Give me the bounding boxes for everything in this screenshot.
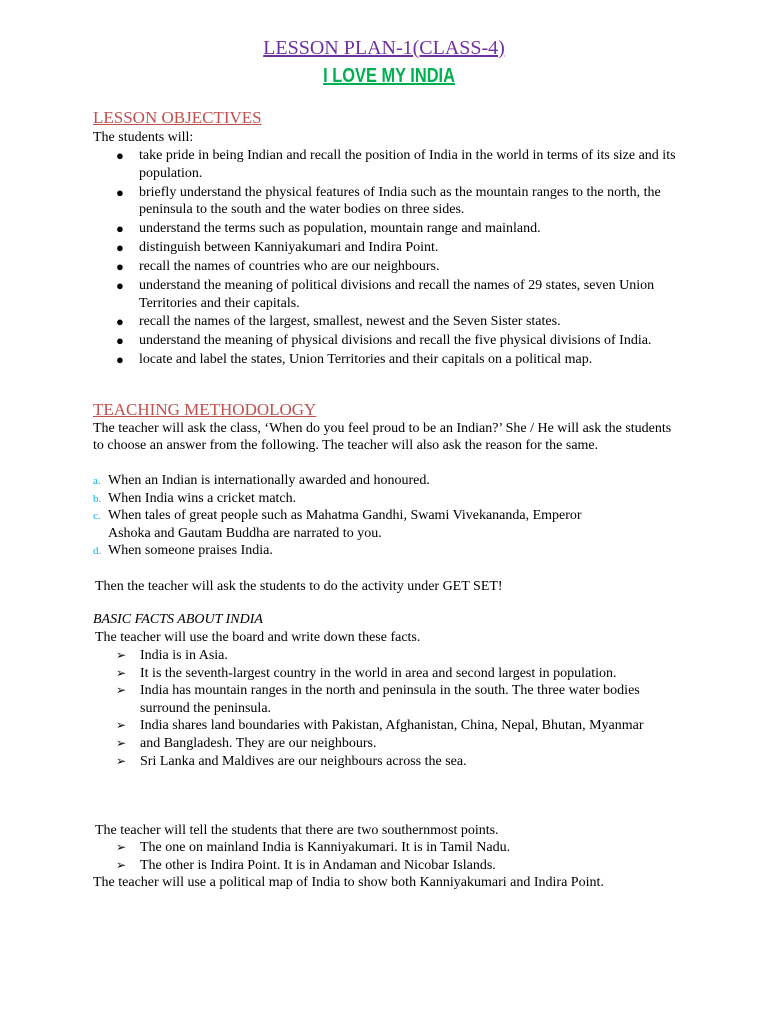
bullet-icon: ● xyxy=(116,148,124,163)
list-item: ● distinguish between Kanniyakumari and Indira Point. xyxy=(116,240,439,256)
bullet-icon: ● xyxy=(116,352,124,368)
southern-points-list xyxy=(116,839,676,874)
list-item: ➢ and Bangladesh. They are our neighbours. xyxy=(116,735,377,751)
list-item: ● understand the meaning of physical divisions and recall the five physical divisions of India. xyxy=(116,333,652,349)
list-item: ➢ It is the seventh-largest country in the world in area and second largest in population. xyxy=(116,665,617,681)
arrow-bullet-icon: ➢ xyxy=(116,683,127,698)
arrow-bullet-icon: ➢ xyxy=(116,857,127,872)
list-item: Ashoka and Gautam Buddha are narrated to you. xyxy=(108,525,382,541)
basic-facts-intro: The teacher will use the board and write down these facts. xyxy=(95,630,421,645)
arrow-bullet-icon: ➢ xyxy=(116,648,127,662)
list-item: ➢ India shares land boundaries with Pakistan, Afghanistan, China, Nepal, Bhutan, Myanmar xyxy=(116,718,644,734)
list-item: ➢ India has mountain ranges in the north and peninsula in the south. The three water bodies surround the peninsula. xyxy=(116,683,640,716)
southern-closing: The teacher will use a political map of India to show both Kanniyakumari and Indira Point. xyxy=(93,875,604,890)
arrow-bullet-icon: ➢ xyxy=(116,718,127,733)
list-item: ● recall the names of countries who are our neighbours. xyxy=(116,258,440,274)
methodology-options xyxy=(93,472,693,560)
arrow-bullet-icon: ➢ xyxy=(116,840,127,854)
lesson-plan-title: LESSON PLAN-1(CLASS-4) xyxy=(263,37,505,59)
southern-intro: The teacher will tell the students that there are two southernmost points. xyxy=(95,823,499,838)
basic-facts-list xyxy=(116,647,676,770)
bullet-icon: ● xyxy=(116,258,124,274)
list-item: ➢ The other is Indira Point. It is in Andaman and Nicobar Islands. xyxy=(116,857,496,873)
list-item: ● understand the terms such as population, mountain range and mainland. xyxy=(116,221,541,237)
arrow-bullet-icon: ➢ xyxy=(116,665,127,680)
bullet-icon: ● xyxy=(116,314,124,330)
objectives-heading: LESSON OBJECTIVES xyxy=(93,108,262,127)
methodology-heading: TEACHING METHODOLOGY xyxy=(93,400,317,419)
list-item: c. When tales of great people such as Mahatma Gandhi, Swami Vivekananda, Emperor xyxy=(93,508,582,523)
list-item: ➢ Sri Lanka and Maldives are our neighbours across the sea. xyxy=(116,753,467,769)
list-item: d. When someone praises India. xyxy=(93,543,273,558)
list-item: ● take pride in being Indian and recall the position of India in the world in terms of its size and its population. xyxy=(116,148,676,181)
methodology-intro: The teacher will ask the class, ‘When do you feel proud to be an Indian?’ She / He will ask the students to choose an answer from the following. The teacher will also ask the reason for the same. xyxy=(93,421,672,453)
arrow-bullet-icon: ➢ xyxy=(116,753,127,768)
bullet-icon: ● xyxy=(116,277,124,293)
list-item: ● locate and label the states, Union Territories and their capitals on a political map. xyxy=(116,352,593,368)
bullet-icon: ● xyxy=(116,221,124,237)
bullet-icon: ● xyxy=(116,184,124,200)
list-item: ➢ India is in Asia. xyxy=(116,648,228,663)
list-item: ● briefly understand the physical features of India such as the mountain ranges to the north, the peninsula to the south and the water bodies on three sides. xyxy=(116,184,661,218)
basic-facts-heading: BASIC FACTS ABOUT INDIA xyxy=(93,612,263,627)
list-item: a. When an Indian is internationally awarded and honoured. xyxy=(93,473,430,488)
list-item: b. When India wins a cricket match. xyxy=(93,490,297,506)
bullet-icon: ● xyxy=(116,240,124,256)
methodology-after: Then the teacher will ask the students to do the activity under GET SET! xyxy=(95,579,503,594)
arrow-bullet-icon: ➢ xyxy=(116,735,127,750)
list-item: ● recall the names of the largest, smallest, newest and the Seven Sister states. xyxy=(116,314,561,330)
list-item: ● understand the meaning of political divisions and recall the names of 29 states, seven Union Territories and their capitals. xyxy=(116,277,655,311)
objectives-list xyxy=(110,147,700,370)
objectives-intro: The students will: xyxy=(93,130,194,145)
list-item: ➢ The one on mainland India is Kanniyakumari. It is in Tamil Nadu. xyxy=(116,840,511,855)
lesson-subtitle: I LOVE MY INDIA xyxy=(323,65,455,87)
bullet-icon: ● xyxy=(116,333,124,349)
